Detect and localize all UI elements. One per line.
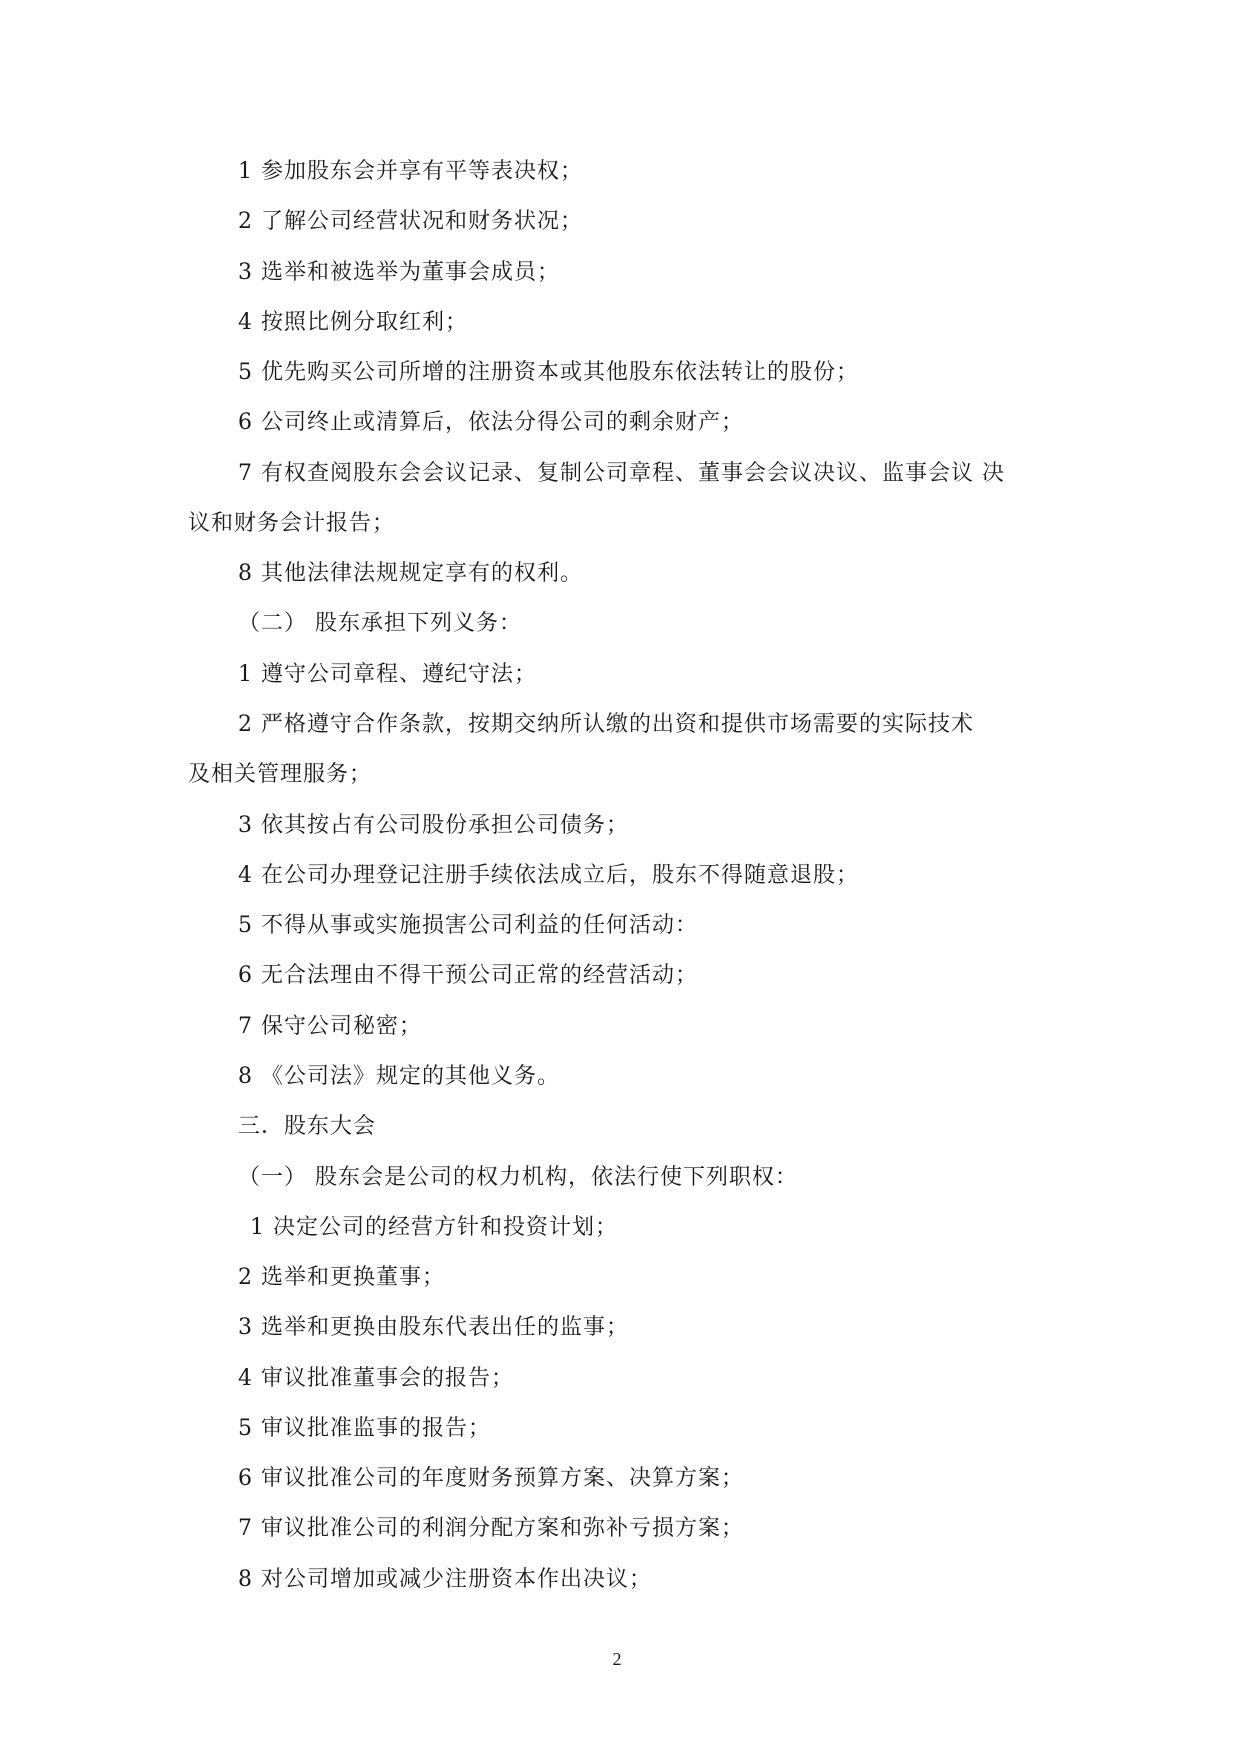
text-line: 7 审议批准公司的利润分配方案和弥补亏损方案； — [238, 1516, 744, 1541]
text-line: 7 有权查阅股东会会议记录、复制公司章程、董事会会议决议、监事会议 决 — [238, 461, 1005, 486]
text-line: 4 在公司办理登记注册手续依法成立后，股东不得随意退股； — [238, 863, 859, 888]
text-line: 6 公司终止或清算后，依法分得公司的剩余财产； — [238, 410, 744, 435]
text-line: 3 依其按占有公司股份承担公司债务； — [238, 813, 629, 838]
text-line: 1 决定公司的经营方针和投资计划； — [250, 1215, 618, 1240]
text-line: 4 审议批准董事会的报告； — [238, 1366, 514, 1391]
text-line: 1 参加股东会并享有平等表决权； — [238, 159, 583, 184]
section-heading: （二） 股东承担下列义务： — [238, 611, 522, 636]
text-line: 3 选举和被选举为董事会成员； — [238, 260, 560, 285]
text-line: 5 不得从事或实施损害公司利益的任何活动： — [238, 913, 698, 938]
text-line: 8 其他法律法规规定享有的权利。 — [238, 561, 583, 586]
text-line: 5 优先购买公司所增的注册资本或其他股东依法转让的股份； — [238, 360, 859, 385]
section-heading: 三．股东大会 — [238, 1114, 377, 1139]
text-line: 4 按照比例分取红利； — [238, 310, 468, 335]
text-line: 8 《公司法》规定的其他义务。 — [238, 1064, 560, 1089]
text-line: 7 保守公司秘密； — [238, 1014, 422, 1039]
text-line: 6 无合法理由不得干预公司正常的经营活动； — [238, 963, 698, 988]
text-line: 2 选举和更换董事； — [238, 1265, 445, 1290]
text-line: 2 了解公司经营状况和财务状况； — [238, 209, 583, 234]
text-line: 及相关管理服务； — [188, 762, 373, 787]
text-line: 5 审议批准监事的报告； — [238, 1416, 491, 1441]
page-number: 2 — [612, 1649, 622, 1669]
text-line: 8 对公司增加或减少注册资本作出决议； — [238, 1567, 652, 1592]
text-line: 3 选举和更换由股东代表出任的监事； — [238, 1315, 629, 1340]
text-line: 1 遵守公司章程、遵纪守法； — [238, 662, 537, 687]
text-line: 2 严格遵守合作条款，按期交纳所认缴的出资和提供市场需要的实际技术 — [238, 712, 974, 737]
text-line: 议和财务会计报告； — [188, 511, 396, 536]
text-line: 6 审议批准公司的年度财务预算方案、决算方案； — [238, 1466, 744, 1491]
section-heading: （一） 股东会是公司的权力机构，依法行使下列职权： — [238, 1165, 798, 1190]
